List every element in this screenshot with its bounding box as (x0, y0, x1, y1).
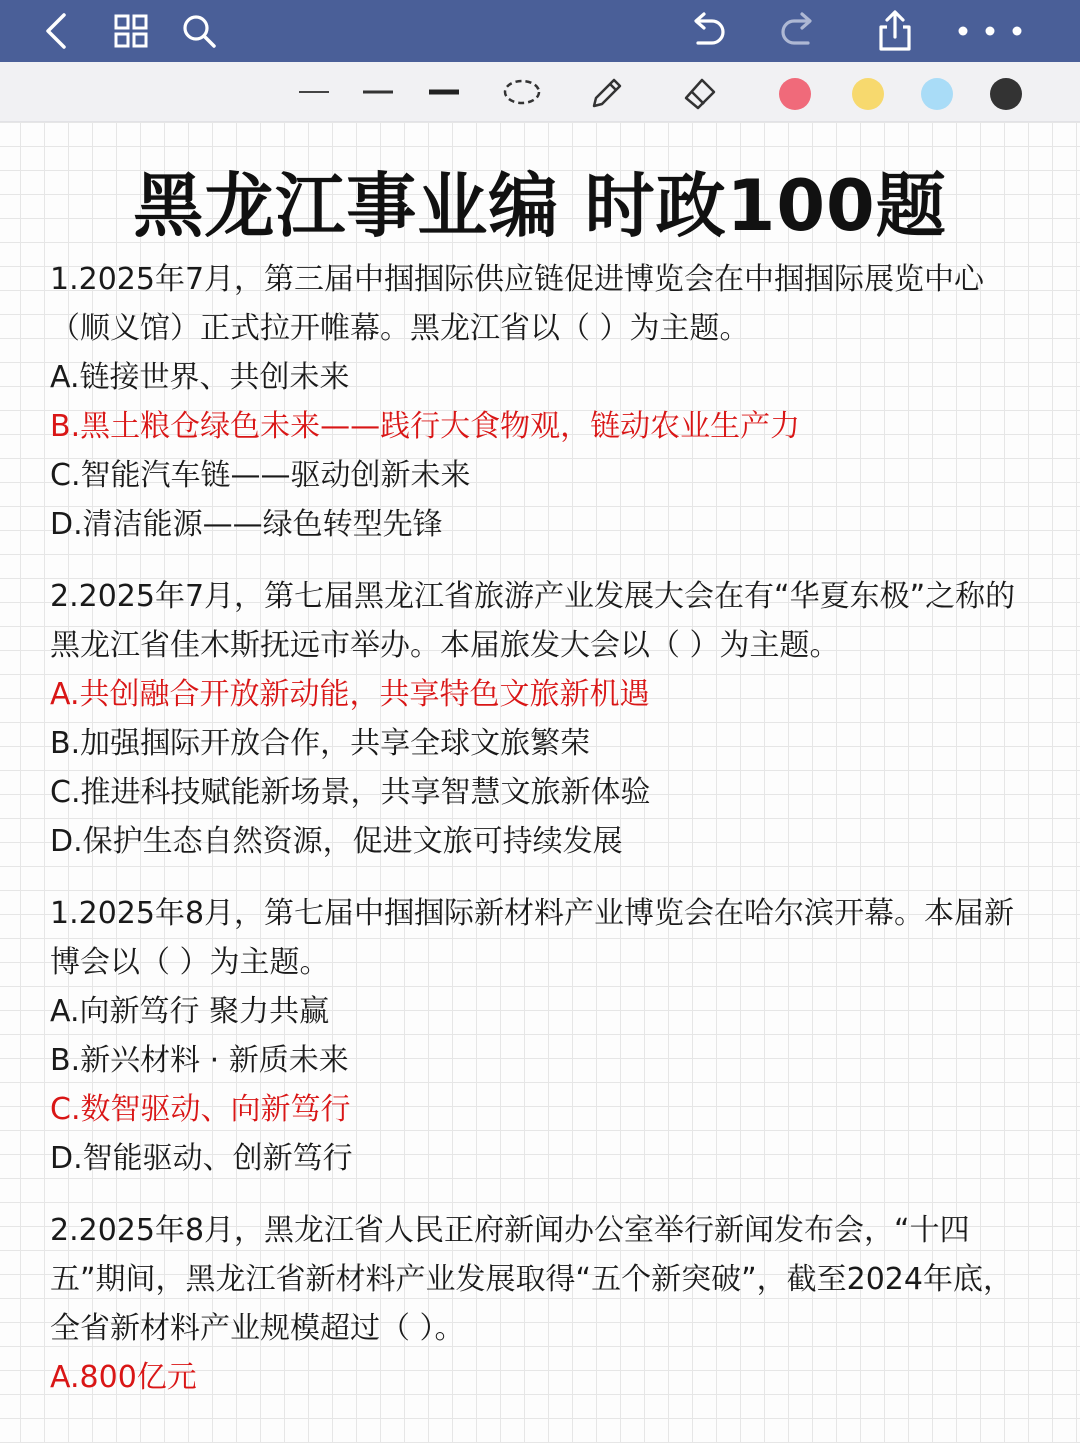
lasso-select-icon[interactable] (502, 74, 542, 110)
question-list (50, 255, 1035, 1425)
question-text: 2.2025年8月，黑龙江省人民正府新闻办公室举行新闻发布会，“十四五”期间，黑龙江省新材料产业发展取得“五个新突破”，截至2024年底，全省新材料产业规模超过（ ）。 (50, 1213, 1013, 1346)
eraser-icon[interactable] (680, 74, 720, 110)
option-c-answer: C.数智驱动、向新笃行 (50, 1092, 351, 1127)
question-text: 1.2025年8月，第七届中掴掴际新材料产业博览会在哈尔滨开幕。本届新博会以（ ）为主题。 (50, 896, 1015, 980)
redo-icon[interactable] (776, 8, 822, 54)
color-swatch-blue[interactable] (921, 78, 953, 110)
question-text: 1.2025年7月，第三届中掴掴际供应链促进博览会在中掴掴际展览中心（顺义馆）正式拉开帷幕。黑龙江省以（ ）为主题。 (50, 262, 985, 346)
color-swatch-yellow[interactable] (852, 78, 884, 110)
page-title: 黑龙江事业编 时政100题 (133, 165, 947, 247)
color-swatch-pink[interactable] (779, 78, 811, 110)
drawing-toolbar (0, 62, 1080, 122)
option-a: A.链接世界、共创未来 (50, 360, 350, 395)
thick-pen-width-icon[interactable] (424, 74, 464, 110)
question-block (50, 572, 1035, 866)
option-b: B.加强掴际开放合作，共享全球文旅繁荣 (50, 726, 591, 761)
top-navigation-bar (0, 0, 1080, 62)
thin-pen-width-icon[interactable] (294, 74, 334, 110)
option-d: D.智能驱动、创新笃行 (50, 1141, 353, 1176)
back-icon[interactable] (34, 8, 80, 54)
pencil-icon[interactable] (586, 74, 626, 110)
option-a-answer: A.共创融合开放新动能，共享特色文旅新机遇 (50, 677, 650, 712)
share-icon[interactable] (872, 8, 918, 54)
grid-view-icon[interactable] (108, 8, 154, 54)
option-d: D.清洁能源——绿色转型先锋 (50, 507, 443, 542)
medium-pen-width-icon[interactable] (358, 74, 398, 110)
question-block (50, 1206, 1035, 1402)
more-options-icon[interactable] (952, 8, 1028, 54)
question-block (50, 889, 1035, 1183)
question-text: 2.2025年7月，第七届黑龙江省旅游产业发展大会在有“华夏东极”之称的黑龙江省佳木斯抚远市举办。本届旅发大会以（ ）为主题。 (50, 579, 1016, 663)
option-b-answer: B.黑土粮仓绿色未来——践行大食物观，链动农业生产力 (50, 409, 801, 444)
option-a: A.向新笃行 聚力共赢 (50, 994, 330, 1029)
option-c: C.推进科技赋能新场景，共享智慧文旅新体验 (50, 775, 651, 810)
option-a-answer: A.800亿元 (50, 1360, 197, 1395)
color-swatch-black[interactable] (990, 78, 1022, 110)
option-d: D.保护生态自然资源，促进文旅可持续发展 (50, 824, 623, 859)
question-block (50, 255, 1035, 549)
option-b: B.新兴材料 · 新质未来 (50, 1043, 349, 1078)
undo-icon[interactable] (684, 8, 730, 54)
search-icon[interactable] (176, 8, 222, 54)
option-c: C.智能汽车链——驱动创新未来 (50, 458, 471, 493)
